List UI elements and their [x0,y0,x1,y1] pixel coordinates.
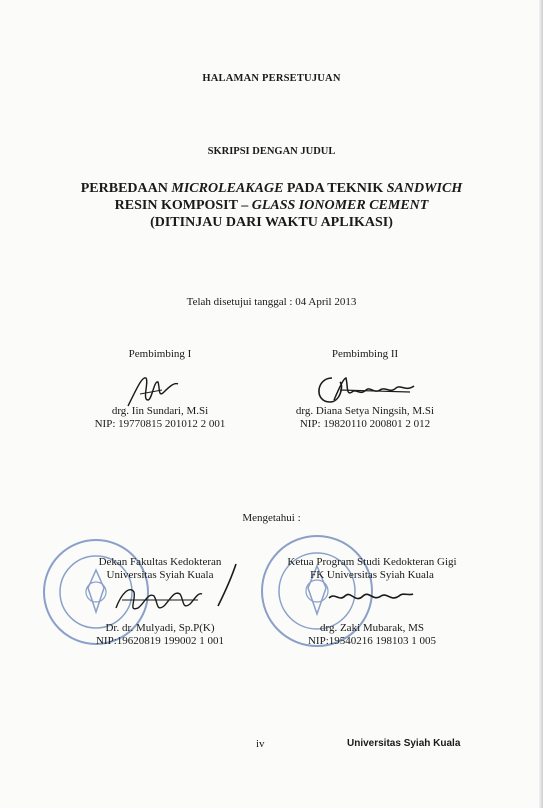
title-line-1: PERBEDAAN MICROLEAKAGE PADA TEKNIK SANDWICH [80,181,463,196]
supervisor-2-role: Pembimbing II [331,348,399,360]
page-number: iv [256,738,265,750]
supervisor-2-block [265,348,465,361]
program-head-title-1: Ketua Program Studi Kedokteran Gigi [287,556,457,568]
title-line-2: RESIN KOMPOSIT – GLASS IONOMER CEMENT [114,198,429,213]
program-head-title-2: FK Universitas Syiah Kuala [310,569,434,581]
supervisor-2-info [265,405,465,431]
supervisor-2-name: drg. Diana Setya Ningsih, M.Si [295,405,435,417]
title-line-3: (DITINJAU DARI WAKTU APLIKASI) [150,215,393,230]
approval-date: Telah disetujui tanggal : 04 April 2013 [186,296,357,308]
supervisor-1-info [60,405,260,431]
supervisor-1-name: drg. Iin Sundari, M.Si [111,405,209,417]
program-head-signature-icon [325,584,415,610]
dean-flourish-icon [212,560,242,610]
dean-title-2: Universitas Syiah Kuala [106,569,214,581]
page-edge-shadow [539,0,543,808]
page-heading: HALAMAN PERSETUJUAN [202,73,341,84]
dean-nip: NIP:19620819 199002 1 001 [95,635,225,647]
dean-name: Dr. dr. Mulyadi, Sp.P(K) [105,622,215,634]
supervisor-1-block [60,348,260,361]
program-head-name: drg. Zaki Mubarak, MS [320,622,424,634]
supervisor-2-nip: NIP: 19820110 200801 2 012 [299,418,431,430]
dean-info [60,622,260,648]
acknowledged-label: Mengetahui : [242,512,301,524]
thesis-title [0,180,543,231]
footer-university: Universitas Syiah Kuala [347,738,461,749]
program-head-info [262,622,482,648]
supervisor-1-nip: NIP: 19770815 201012 2 001 [94,418,226,430]
dean-title-1: Dekan Fakultas Kedokteran [98,556,222,568]
supervisor-2-signature-icon [310,372,420,408]
program-head-nip: NIP:19540216 198103 1 005 [307,635,437,647]
dean-signature-icon [108,578,208,622]
supervisor-1-role: Pembimbing I [128,348,192,360]
thesis-subheading: SKRIPSI DENGAN JUDUL [207,146,336,157]
program-head-title-block [262,556,482,582]
